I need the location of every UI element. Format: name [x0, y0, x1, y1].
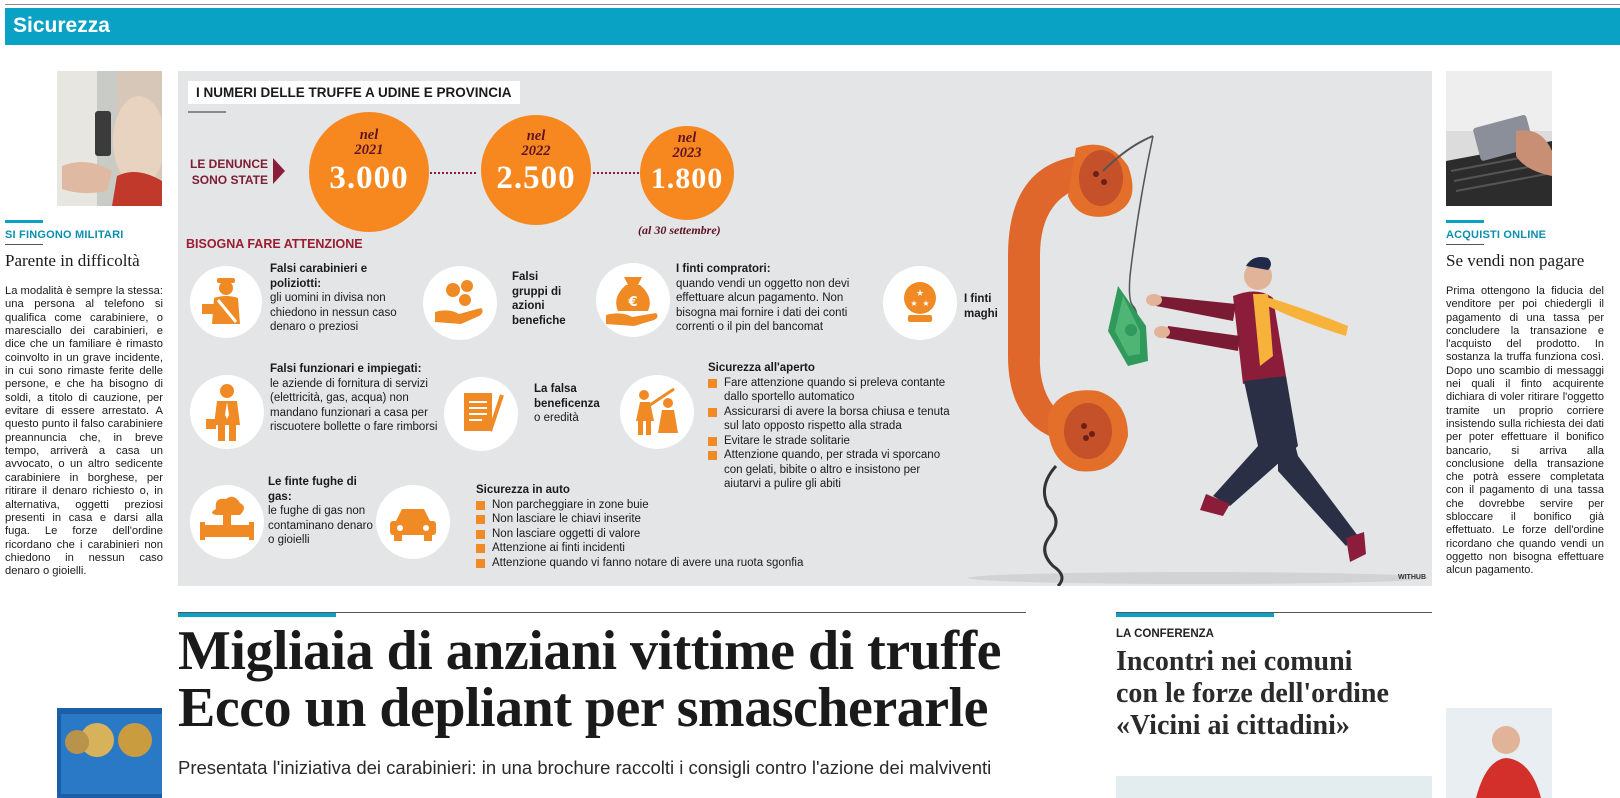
stat-nel-2022: nel — [526, 128, 546, 144]
auto-item-4: Attenzione ai finti incidenti — [476, 541, 816, 556]
bitcoin-photo — [57, 708, 162, 798]
car-icon — [376, 485, 450, 559]
robbery-icon — [620, 375, 694, 449]
bitcoin-photo-illustration — [57, 708, 162, 798]
businessman-icon — [190, 375, 264, 449]
left-kicker-rule — [5, 220, 43, 223]
main-headline — [178, 620, 1028, 739]
stat-nel-2023: nel — [677, 130, 697, 146]
block-gas-title: Le finte fughe di gas: — [268, 476, 357, 503]
block-beneficenza-title: Falsi gruppi di azioni benefiche — [512, 271, 566, 327]
left-column — [5, 220, 163, 579]
left-headline: Parente in difficoltà — [5, 251, 140, 270]
block-gas — [268, 475, 378, 548]
left-kicker: SI FINGONO MILITARI — [5, 229, 124, 241]
stat-circle-2023 — [640, 126, 734, 220]
auto-item-3: Non lasciare oggetti di valore — [476, 527, 816, 542]
conference-photo — [1446, 708, 1552, 798]
money-bag-icon — [596, 263, 670, 337]
conference-rule-accent — [1116, 613, 1274, 617]
auto-item-2: Non lasciare le chiavi inserite — [476, 512, 816, 527]
aperto-list — [708, 376, 958, 492]
left-kicker-underline — [5, 244, 43, 245]
block-eredita-body: o eredità — [534, 412, 579, 424]
svg-text:€: € — [628, 295, 638, 310]
main-subhead: Presentata l'iniziativa dei carabinieri: in una brochure raccolti i consigli contro l'azione dei malviventi — [178, 757, 992, 778]
phone-fishing-illustration — [968, 126, 1428, 586]
block-compratori-body: quando vendi un oggetto non devi effettuare alcun pagamento. Non bisogna mai fornire i dati dei conti correnti o il pin del bancomat — [676, 277, 850, 333]
aperto-item-3: Evitare le strade solitarie — [708, 434, 958, 449]
conference-headline-line2: con le forze dell'ordine — [1116, 678, 1389, 709]
dotted-connector-2 — [593, 172, 643, 174]
gas-leak-icon — [190, 485, 264, 559]
main-headline-line1: Migliaia di anziani vittime di truffe — [178, 620, 1001, 682]
block-sicurezza-auto — [476, 483, 816, 570]
aperto-item-4: Attenzione quando, per strada vi sporcano con gelati, bibite o altro e insistono per aiutarvi a pulire gli abiti — [708, 448, 958, 492]
block-funzionari — [270, 362, 438, 435]
infographic-title: I NUMERI DELLE TRUFFE A UDINE E PROVINCIA — [188, 81, 520, 104]
top-rule — [5, 4, 1620, 5]
main-rule-accent — [178, 613, 336, 617]
left-photo — [57, 71, 162, 206]
aperto-item-1: Fare attenzione quando si preleva contante dallo sportello automatico — [708, 376, 958, 405]
conference-headline — [1116, 646, 1436, 742]
credit: WITHUB — [1398, 574, 1426, 581]
block-compratori — [676, 262, 866, 335]
block-eredita-title: La falsa beneficenza — [534, 383, 600, 410]
block-gas-body: le fughe di gas non contaminano denaro o gioielli — [268, 505, 373, 546]
right-photo — [1446, 71, 1552, 206]
stat-value-2023: 1.800 — [650, 162, 724, 195]
conference-photo-strip — [1116, 776, 1432, 798]
stat-circle-2021 — [309, 112, 429, 232]
right-kicker-underline — [1446, 244, 1484, 245]
block-beneficenza — [512, 270, 572, 328]
card-laptop-illustration — [1446, 71, 1552, 206]
svg-text:★: ★ — [915, 289, 925, 299]
block-maghi-title: I finti maghi — [964, 293, 998, 320]
right-kicker: ACQUISTI ONLINE — [1446, 229, 1547, 241]
svg-text:★: ★ — [922, 299, 930, 308]
right-kicker-rule — [1446, 220, 1484, 223]
block-falsi-carabinieri — [270, 262, 410, 335]
stat-value-2022: 2.500 — [496, 160, 576, 196]
auto-list — [476, 498, 816, 571]
right-column — [1446, 220, 1604, 578]
auto-item-1: Non parcheggiare in zone buie — [476, 498, 816, 513]
stat-year-2023: 2023 — [672, 145, 702, 161]
section-title: Sicurezza — [13, 14, 110, 37]
block-sicurezza-aperto — [708, 361, 958, 492]
auto-item-5: Attenzione quando vi fanno notare di avere una ruota sgonfia — [476, 556, 816, 571]
infographic-title-rule — [188, 111, 226, 113]
chevron-right-icon — [273, 158, 285, 184]
door-photo-illustration — [57, 71, 162, 206]
document-pen-icon — [444, 377, 518, 451]
denunce-label: LE DENUNCE SONO STATE — [189, 157, 268, 187]
block-eredita — [534, 382, 624, 426]
conference-kicker: LA CONFERENZA — [1116, 628, 1214, 640]
coins-hand-icon — [423, 266, 497, 340]
attention-heading: BISOGNA FARE ATTENZIONE — [186, 237, 363, 251]
block-funzionari-body: le aziende di fornitura di servizi (elettricità, gas, acqua) non mandano funzionari a casa per riscuotere bollette o fare rimborsi — [270, 377, 438, 433]
aperto-item-2: Assicurarsi di avere la borsa chiusa e tenuta sul lato opposto rispetto alla strada — [708, 405, 958, 434]
stat-year-2021: 2021 — [354, 142, 384, 158]
block-falsi-carabinieri-title: Falsi carabinieri e poliziotti: — [270, 263, 368, 290]
dotted-connector-1 — [426, 172, 476, 174]
main-headline-line2: Ecco un depliant per smascherarle — [178, 677, 988, 739]
infographic — [178, 71, 1432, 586]
stat-year-2022: 2022 — [521, 143, 551, 159]
block-compratori-title: I finti compratori: — [676, 263, 771, 275]
stat-nel-2021: nel — [359, 127, 379, 143]
left-body: La modalità è sempre la stessa: una persona al telefono si qualifica come carabiniere, o maresciallo dei carabinieri, e dice che un familiare è rimasto coinvolto in un grave incidente, in cui sono rimaste ferite delle persone, e che ha bisogno di soldi, a titolo di cauzione, per evitare di essere arrestato. A questo punto il falso carabiniere preannuncia che, in breve tempo, arriverà a casa un avvocato, o un altro sedicente carabiniere in borghese, per ritirare il denaro richiesto o, in alternativa, oggetti preziosi presenti in casa e darsi alla fuga. Le forze dell'ordine ricordano che i carabinieri non chiedono in nessun caso denaro o gioielli. — [5, 285, 163, 578]
officer-icon — [190, 266, 262, 338]
block-funzionari-title: Falsi funzionari e impiegati: — [270, 363, 422, 375]
block-aperto-title: Sicurezza all'aperto — [708, 362, 815, 374]
person-photo-illustration — [1446, 708, 1552, 798]
block-auto-title: Sicurezza in auto — [476, 484, 570, 496]
conference-headline-line3: «Vicini ai cittadini» — [1116, 710, 1350, 741]
right-body: Prima ottengono la fiducia del venditore per poi chiedergli il pagamento di una tassa per concludere la transazione e l'acquisto del prodotto. In sostanza la truffa funziona così. Dopo uno scambio di messaggi nei quali il finto acquirente dichiara di voler ritirare l'oggetto tramite un proprio corriere insistendo sulla richiesta dei dati per poter effettuare il bonifico bancario, si arriva alla conclusione della transazione che potrà essere completata con il pagamento di una tassa che dovrebbe servire per sbloccare il bonifico già effettuato. Le forze dell'ordine ricordano che quando vendi un oggetto non bisogna effettuare alcun pagamento. — [1446, 285, 1604, 577]
conference-headline-line1: Incontri nei comuni — [1116, 646, 1353, 677]
stat-value-2021: 3.000 — [329, 160, 409, 196]
right-headline: Se vendi non pagare — [1446, 251, 1585, 270]
crystal-ball-icon — [883, 266, 957, 340]
date-note: (al 30 settembre) — [638, 223, 721, 237]
block-falsi-carabinieri-body: gli uomini in divisa non chiedono in nessun caso denaro o preziosi — [270, 292, 397, 333]
stat-circle-2022 — [481, 115, 591, 225]
section-bar — [5, 8, 1620, 45]
svg-text:★: ★ — [910, 299, 918, 308]
